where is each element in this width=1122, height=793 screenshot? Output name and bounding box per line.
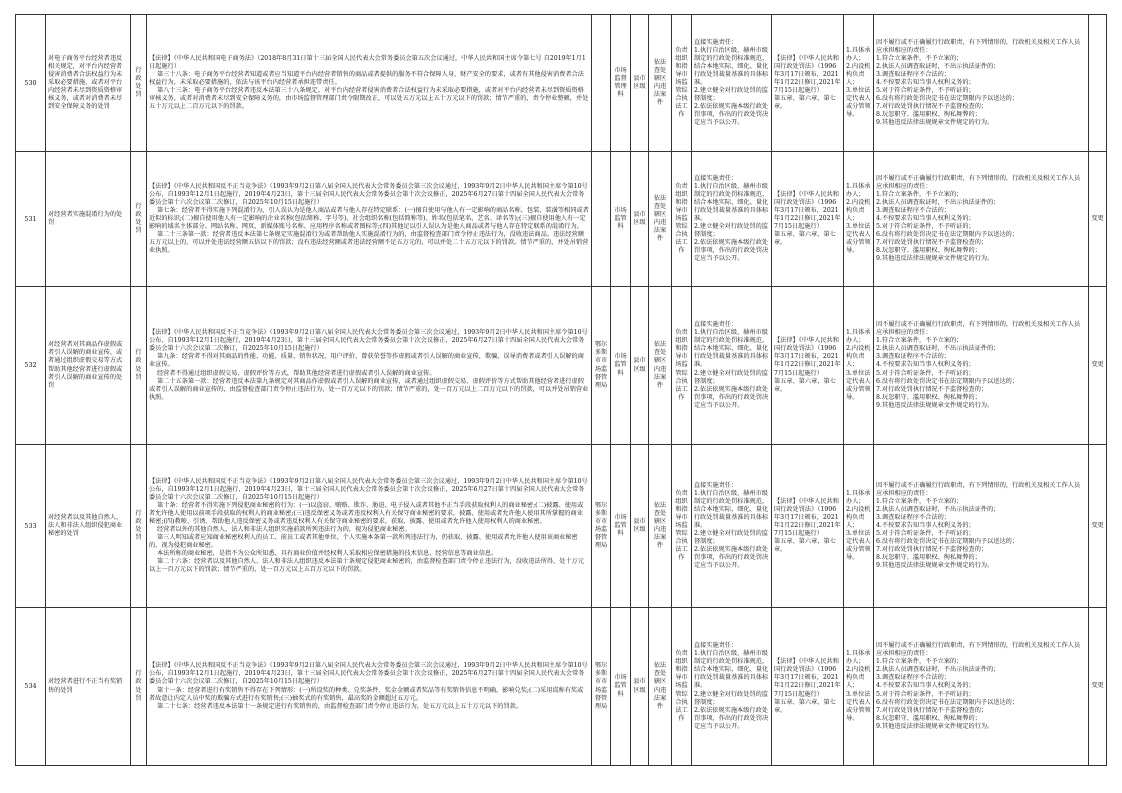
legal-basis (147, 445, 592, 608)
legal-paragraph: 第十条：经营者不得实施下列侵犯商业秘密的行为：(一)以盗窃、贿赂、欺诈、胁迫、电子侵入或者其他不正当手段获取权利人的商业秘密;(二)披露、使用或者允许他人使用以前项手段获取的权利人的商业秘密;(三)违反保密义务或者违反权利人有关保守商业秘密的要求，披露、使用或者允许他人使用其所掌握的商业秘密;(四)教唆、引诱、帮助他人违反保密义务或者违反权利人有关保守商业秘密的要求，获取、披露、使用或者允许他人使用权利人的商业秘密。 (149, 501, 584, 525)
liability-text: 因不履行或不正确履行行政职责，有下列情形的，行政机关及相关工作人员应承担相应的责任： 1.符合立案条件，不予立案的； 2.执法人员调查取证时，不出示执法证件的； 3.调查取证程序不合法的； 4.不按要求告知当事人权利义务的； 5.对于符合听证条件，不予听证的； 6.没有将行政处罚决定书在法定期限内予以送达的； 7.对行政处罚执行情况不予监督检查的； 8.玩忽职守、滥用职权、徇私舞弊的； 9.其他违反法律法规规章文件规定的行为。 (876, 321, 1081, 409)
legal-paragraph: 第三人明知或者应知商业秘密权利人的员工、前员工或者其他单位、个人实施本条第一款所列违法行为，仍获取、披露、使用或者允许他人使用该商业秘密的，视为侵犯商业秘密。 (149, 534, 578, 550)
responsibility-basis (772, 152, 844, 287)
legal-paragraph: 经营者以外的其他自然人、法人和非法人组织实施前款所列违法行为的，视为侵犯商业秘密。 (157, 526, 411, 533)
item-type: 行政处罚 (131, 15, 147, 152)
accountability-text: 1.具体承办人； 2.内设机构负责人； 3.单位法定代表人或分管领导。 (846, 46, 871, 119)
responsibility-basis (772, 287, 844, 445)
item-type: 行政处罚 (131, 287, 147, 445)
implementation-requirement: 依法查处辖区内违法案件 (649, 15, 672, 152)
accountability-targets (844, 445, 874, 608)
accountability-targets (844, 152, 874, 287)
admin-level: 县市区级 (631, 15, 649, 152)
handling-department: 市场监管科 (611, 445, 631, 608)
row-number: 532 (16, 287, 46, 445)
accountability-text: 1.具体承办人； 2.内设机构负责人； 3.单位法定代表人或分管领导。 (846, 650, 871, 722)
item-name: 对经营者进行不正当有奖销售的处罚 (46, 608, 131, 766)
implementing-subject: 鄂尔多斯市市场监督管理局 (592, 287, 611, 445)
table-row (16, 608, 1107, 766)
implementation-requirement: 依法查处辖区内违法案件 (649, 608, 672, 766)
liability-text: 因不履行或不正确履行行政职责，有下列情形的，行政机关及相关工作人员应承担相应的责任： 1.符合立案条件，不予立案的； 2.执法人员调查取证时，不出示执法证件的； 3.调查取证程序不合法的； 4.不按要求告知当事人权利义务的； 5.对于符合听证条件，不予听证的； 6.没有将行政处罚决定书在法定期限内予以送达的； 7.对行政处罚执行情况不予监督检查的； 8.玩忽职守、滥用职权、徇私舞弊的； 9.其他违反法律法规规章文件规定的行为。 (876, 481, 1081, 570)
remark: 变更 (1089, 445, 1107, 608)
legal-paragraph: 第二十七条：经营者违反本法第十一条规定进行有奖销售的，由监督检查部门责令停止违法行为，处五万元以上五十万元以下的罚款。 (157, 702, 523, 710)
responsibility-basis (772, 445, 844, 608)
legal-paragraph: 第九条：经营者不得对其商品的性能、功能、质量、销售状况、用户评价、曾获荣誉等作虚假或者引人误解的商业宣传，欺骗、误导消费者或者引人误解的商业宣传。 (149, 353, 584, 369)
remark: 变更 (1089, 287, 1107, 445)
legal-basis (147, 287, 592, 445)
responsibility-basis (772, 15, 844, 152)
row-number: 534 (16, 608, 46, 766)
remark (1089, 15, 1107, 152)
legal-paragraph: 第二十三条第一款：经营者违反本法第七条规定实施混淆行为或者帮助他人实施混淆行为的，由监督检查部门责令停止违法行为，没收违法商品。违法经营额五万元以上的，可以并处违法经营额五倍以下的罚款；没有违法经营额或者违法经营额不足五万元的，可以并处二十五万元以下的罚款。情节严重的，并处吊销营业执照。 (149, 231, 589, 255)
legal-paragraph: 【法律】《中华人民共和国反不正当竞争法》（1993年9月2日第八届全国人民代表大会常务委员会第三次会议通过，1993年9月2日中华人民共和国主席令第10号公布，自1993年12月1日起施行，2019年4月23日，第十三届全国人民代表大会常务委员会第十次会议修正，2025年6月27日第十四届全国人民代表大会常务委员会第十六次会议第二次修订，自2025年10月15日起施行） (149, 477, 588, 501)
responsibility-summary: 负责组织和指导市场监管综合执法工作 (672, 608, 692, 766)
admin-level: 县市区级 (631, 287, 649, 445)
accountability-targets (844, 15, 874, 152)
legal-paragraph: 第二十六条：经营者以及其他自然人、法人和非法人组织违反本法第十条规定侵犯商业秘密的，由监督检查部门责令停止违法行为，没收违法所得，处十万元以上一百万元以下的罚款；情节严重的，处一百万元以上五百万元以下的罚款。 (149, 558, 584, 574)
responsibility-items (692, 608, 772, 766)
table-body (16, 15, 1107, 766)
responsibility-text: 直接实施责任： 1.执行自治区级、赫州市级制定的行政处罚标准规范，结合本地实际，细化、量化行政处罚裁量基准的具体标准。 2.建立健全对行政处罚的监督制度； 2.依法依规实施本级行政处罚事项，作出的行政处罚决定应当予以公开。 (694, 38, 769, 127)
accountability-text: 1.具体承办人； 2.内设机构负责人； 3.单位法定代表人或分管领导。 (846, 182, 871, 255)
legal-paragraph: 经营者不得通过组织虚假交易、虚假评价等方式，帮助其他经营者进行虚假或者引人误解的商业宣传。 (157, 369, 436, 377)
legal-basis (147, 608, 592, 766)
handling-department: 市场监督管理科 (611, 15, 631, 152)
accountability-targets (844, 608, 874, 766)
liability-circumstances (874, 445, 1089, 608)
basis-text: 【法律】《中华人民共和国行政处罚法》（1996年3月17日颁布，2021年1月22日修订,2021年7月15日起施行） 第五章、第六章、第七章。 (774, 497, 841, 554)
item-type: 行政处罚 (131, 152, 147, 287)
item-name: 对经营者实施混淆行为的处罚 (46, 152, 131, 287)
table-row (16, 15, 1107, 152)
responsibility-basis (772, 608, 844, 766)
table-row (16, 152, 1107, 287)
responsibility-text: 直接实施责任： 1.执行自治区级、赫州市级制定的行政处罚标准规范，结合本地实际，细化、量化行政处罚裁量基准的具体标准。 2.建立健全对行政处罚的监督制度； 2.依法依规实施本级行政处罚事项，作出的行政处罚决定应当予以公开。 (694, 174, 769, 263)
legal-paragraph: 【法律】《中华人民共和国反不正当竞争法》（1993年9月2日第八届全国人民代表大会常务委员会第三次会议通过，1993年9月2日中华人民共和国主席令第10号公布，自1993年12月1日起施行，2019年4月23日，第十三届全国人民代表大会常务委员会第十次会议修正，2025年6月27日第十四届全国人民代表大会常务委员会第十六次会议第二次修订，自2025年10月15日起施行） (149, 182, 588, 206)
legal-basis (147, 152, 592, 287)
power-list-table (15, 14, 1107, 766)
basis-text: 【法律】《中华人民共和国行政处罚法》（1996年3月17日颁布，2021年1月22日修订,2021年7月15日起施行） 第五章、第六章、第七章。 (774, 54, 841, 111)
implementing-subject: 鄂尔多斯市市场监督管理局 (592, 608, 611, 766)
basis-text: 【法律】《中华人民共和国行政处罚法》（1996年3月17日颁布，2021年1月22日修订,2021年7月15日起施行） 第五章、第六章、第七章。 (774, 337, 841, 393)
liability-circumstances (874, 287, 1089, 445)
legal-paragraph: 第八十三条：电子商务平台经营者违反本法第三十八条规定，对平台内经营者侵害消费者合法权益行为未采取必要措施，或者对平台内经营者未尽到资质资格审核义务，或者对消费者未尽到安全保障义务的，由市场监督管理部门责令限期改正，可以处五万元以上五十万元以下的罚款；情节严重的，责令停业整顿，并处五十万元以上二百万元以下的罚款。 (149, 87, 589, 111)
admin-level: 县市区级 (631, 445, 649, 608)
row-number: 531 (16, 152, 46, 287)
legal-paragraph: 【法律】《中华人民共和国反不正当竞争法》（1993年9月2日第八届全国人民代表大会常务委员会第三次会议通过，1993年9月2日中华人民共和国主席令第10号公布，自1993年12月1日起施行，2019年4月23日，第十三届全国人民代表大会常务委员会第十次会议修正，2025年6月27日第十四届全国人民代表大会常务委员会第十六次会议第二次修订，自2025年10月15日起施行） (149, 662, 588, 686)
legal-paragraph: 第三十八条：电子商务平台经营者知道或者应当知道平台内经营者销售的商品或者提供的服务不符合保障人身、财产安全的要求，或者有其他侵害消费者合法权益行为，未采取必要措施的，依法与该平台内经营者承担连带责任。 (149, 70, 584, 86)
remark: 变更 (1089, 152, 1107, 287)
basis-text: 【法律】《中华人民共和国行政处罚法》（1996年3月17日颁布，2021年1月22日修订,2021年7月15日起施行） 第五章、第六章、第七章。 (774, 658, 841, 714)
item-name: 对电子商务平台经营者违反相关规定，对平台内经营者侵害消费者合法权益行为未采取必要措施，或者对平台内经营者未尽到资质资格审核义务，或者对消费者未尽到安全保障义务的处罚 (46, 15, 131, 152)
responsibility-items (692, 152, 772, 287)
responsibility-summary: 负责组织和指导市场监管综合执法工作 (672, 287, 692, 445)
liability-text: 因不履行或不正确履行行政职责，有下列情形的，行政机关及相关工作人员应承担相应的责任： 1.符合立案条件，不予立案的； 2.执法人员调查取证时，不出示执法证件的； 3.调查取证程序不合法的； 4.不按要求告知当事人权利义务的； 5.对于符合听证条件，不予听证的； 6.没有将行政处罚决定书在法定期限内予以送达的； 7.对行政处罚执行情况不予监督检查的； 8.玩忽职守、滥用职权、徇私舞弊的； 9.其他违反法律法规规章文件规定的行为。 (876, 38, 1081, 127)
legal-basis (147, 15, 592, 152)
item-type: 行政处罚 (131, 608, 147, 766)
remark: 变更 (1089, 608, 1107, 766)
responsibility-items (692, 287, 772, 445)
legal-paragraph: 第二十五条第一款：经营者违反本法第九条规定对其商品作虚假或者引人误解的商业宣传，或者通过组织虚假交易、虚假评价等方式帮助其他经营者进行虚假或者引人误解的商业宣传的，由监督检查部门责令停止违法行为，处一百万元以下的罚款；情节严重的，处一百万元以上二百万元以下的罚款，可以并处吊销营业执照。 (149, 377, 589, 401)
liability-circumstances (874, 152, 1089, 287)
responsibility-text: 直接实施责任： 1.执行自治区级、赫州市级制定的行政处罚标准规范，结合本地实际，细化、量化行政处罚裁量基准的具体标准。 2.建立健全对行政处罚的监督制度； 2.依法依规实施本级行政处罚事项，作出的行政处罚决定应当予以公开。 (694, 321, 769, 409)
implementation-requirement: 依法查处辖区内违法案件 (649, 152, 672, 287)
item-name: 对经营者以及其他自然人、法人和非法人组织侵犯商业秘密的处罚 (46, 445, 131, 608)
item-name: 对经营者对其商品作虚假或者引人误解的商业宣传，或者通过组织虚假交易等方式帮助其他经营者进行虚假或者引人误解的商业宣传的处罚 (46, 287, 131, 445)
legal-paragraph: 【法律】《中华人民共和国电子商务法》（2018年8月31日第十三届全国人民代表大会常务委员会第五次会议通过，中华人民共和国主席令第七号 自2019年1月1日起施行） (149, 54, 586, 70)
implementing-subject: 鄂尔多斯市市场监督管理局 (592, 445, 611, 608)
accountability-text: 1.具体承办人； 2.内设机构负责人； 3.单位法定代表人或分管领导。 (846, 489, 871, 562)
responsibility-summary: 负责组织和指导市场监管综合执法工作 (672, 15, 692, 152)
handling-department: 市场监管科 (611, 287, 631, 445)
implementation-requirement: 依法查处辖区内违法案件 (649, 445, 672, 608)
implementing-subject (592, 15, 611, 152)
responsibility-summary: 负责组织和指导市场监管综合执法工作 (672, 445, 692, 608)
legal-paragraph: 第十一条：经营者进行有奖销售不得存在下列情形：(一)所设奖的种类、兑奖条件、奖金金额或者奖品等有奖销售信息不明确，影响兑奖;(二)采用谎称有奖或者故意让内定人员中奖的欺骗方式进行有奖销售;(三)抽奖式的有奖销售，最高奖的金额超过五万元。 (149, 686, 584, 702)
responsibility-items (692, 445, 772, 608)
liability-circumstances (874, 608, 1089, 766)
legal-paragraph: 【法律】《中华人民共和国反不正当竞争法》（1993年9月2日第八届全国人民代表大会常务委员会第三次会议通过，1993年9月2日中华人民共和国主席令第10号公布，自1993年12月1日起施行，2019年4月23日，第十三届全国人民代表大会常务委员会第十次会议修正，2025年6月27日第十四届全国人民代表大会常务委员会第十六次会议第二次修订，自2025年10月15日起施行） (149, 329, 588, 353)
basis-text: 【法律】《中华人民共和国行政处罚法》（1996年3月17日颁布，2021年1月22日修订,2021年7月15日起施行） 第五章、第六章、第七章。 (774, 190, 841, 247)
responsibility-text: 直接实施责任： 1.执行自治区级、赫州市级制定的行政处罚标准规范，结合本地实际，细化、量化行政处罚裁量基准的具体标准。 2.建立健全对行政处罚的监督制度； 2.依法依规实施本级行政处罚事项，作出的行政处罚决定应当予以公开。 (694, 642, 769, 730)
table-row (16, 445, 1107, 608)
liability-text: 因不履行或不正确履行行政职责，有下列情形的，行政机关及相关工作人员应承担相应的责任： 1.符合立案条件，不予立案的； 2.执法人员调查取证时，不出示执法证件的； 3.调查取证程序不合法的； 4.不按要求告知当事人权利义务的； 5.对于符合听证条件，不予听证的； 6.没有将行政处罚决定书在法定期限内予以送达的； 7.对行政处罚执行情况不予监督检查的； 8.玩忽职守、滥用职权、徇私舞弊的； 9.其他违反法律法规规章文件规定的行为。 (876, 174, 1081, 263)
liability-circumstances (874, 15, 1089, 152)
legal-paragraph: 本法所称的商业秘密，是指不为公众所知悉、具有商业价值并经权利人采取相应保密措施的技术信息、经营信息等商业信息。 (157, 550, 498, 558)
implementing-subject (592, 152, 611, 287)
admin-level: 县市区级 (631, 152, 649, 287)
admin-level: 县市区级 (631, 608, 649, 766)
item-type: 行政处罚 (131, 445, 147, 608)
implementation-requirement: 依法查处辖区内违法案件 (649, 287, 672, 445)
accountability-text: 1.具体承办人； 2.内设机构负责人； 3.单位法定代表人或分管领导。 (846, 329, 871, 401)
table-row (16, 287, 1107, 445)
responsibility-summary: 负责组织和指导市场监管综合执法工作 (672, 152, 692, 287)
liability-text: 因不履行或不正确履行行政职责，有下列情形的，行政机关及相关工作人员应承担相应的责任： 1.符合立案条件，不予立案的； 2.执法人员调查取证时，不出示执法证件的； 3.调查取证程序不合法的； 4.不按要求告知当事人权利义务的； 5.对于符合听证条件，不予听证的； 6.没有将行政处罚决定书在法定期限内予以送达的； 7.对行政处罚执行情况不予监督检查的； 8.玩忽职守、滥用职权、徇私舞弊的； 9.其他违反法律法规规章文件规定的行为。 (876, 642, 1081, 730)
responsibility-items (692, 15, 772, 152)
handling-department: 市场监管科 (611, 152, 631, 287)
handling-department: 市场监管科 (611, 608, 631, 766)
row-number: 533 (16, 445, 46, 608)
legal-paragraph: 第七条：经营者不得实施下列混淆行为，引人误认为是他人商品或者与他人存在特定联系：(一)擅自使用与他人有一定影响的商品名称、包装、装潢等相同或者近似的标识;(二)擅自使用他人有一定影响的企业名称(包括简称、字号等)、社会组织名称(包括简称等)、姓名(包括笔名、艺名、译名等);(三)擅自使用他人有一定影响的域名主体部分、网站名称、网页、新媒体账号名称、应用程序名称或者图标等;(四)其他足以引人误认为是他人商品或者与他人存在特定联系的混淆行为。 (149, 206, 589, 231)
row-number: 530 (16, 15, 46, 152)
accountability-targets (844, 287, 874, 445)
responsibility-text: 直接实施责任： 1.执行自治区级、赫州市级制定的行政处罚标准规范，结合本地实际，细化、量化行政处罚裁量基准的具体标准。 2.建立健全对行政处罚的监督制度； 2.依法依规实施本级行政处罚事项，作出的行政处罚决定应当予以公开。 (694, 481, 769, 570)
